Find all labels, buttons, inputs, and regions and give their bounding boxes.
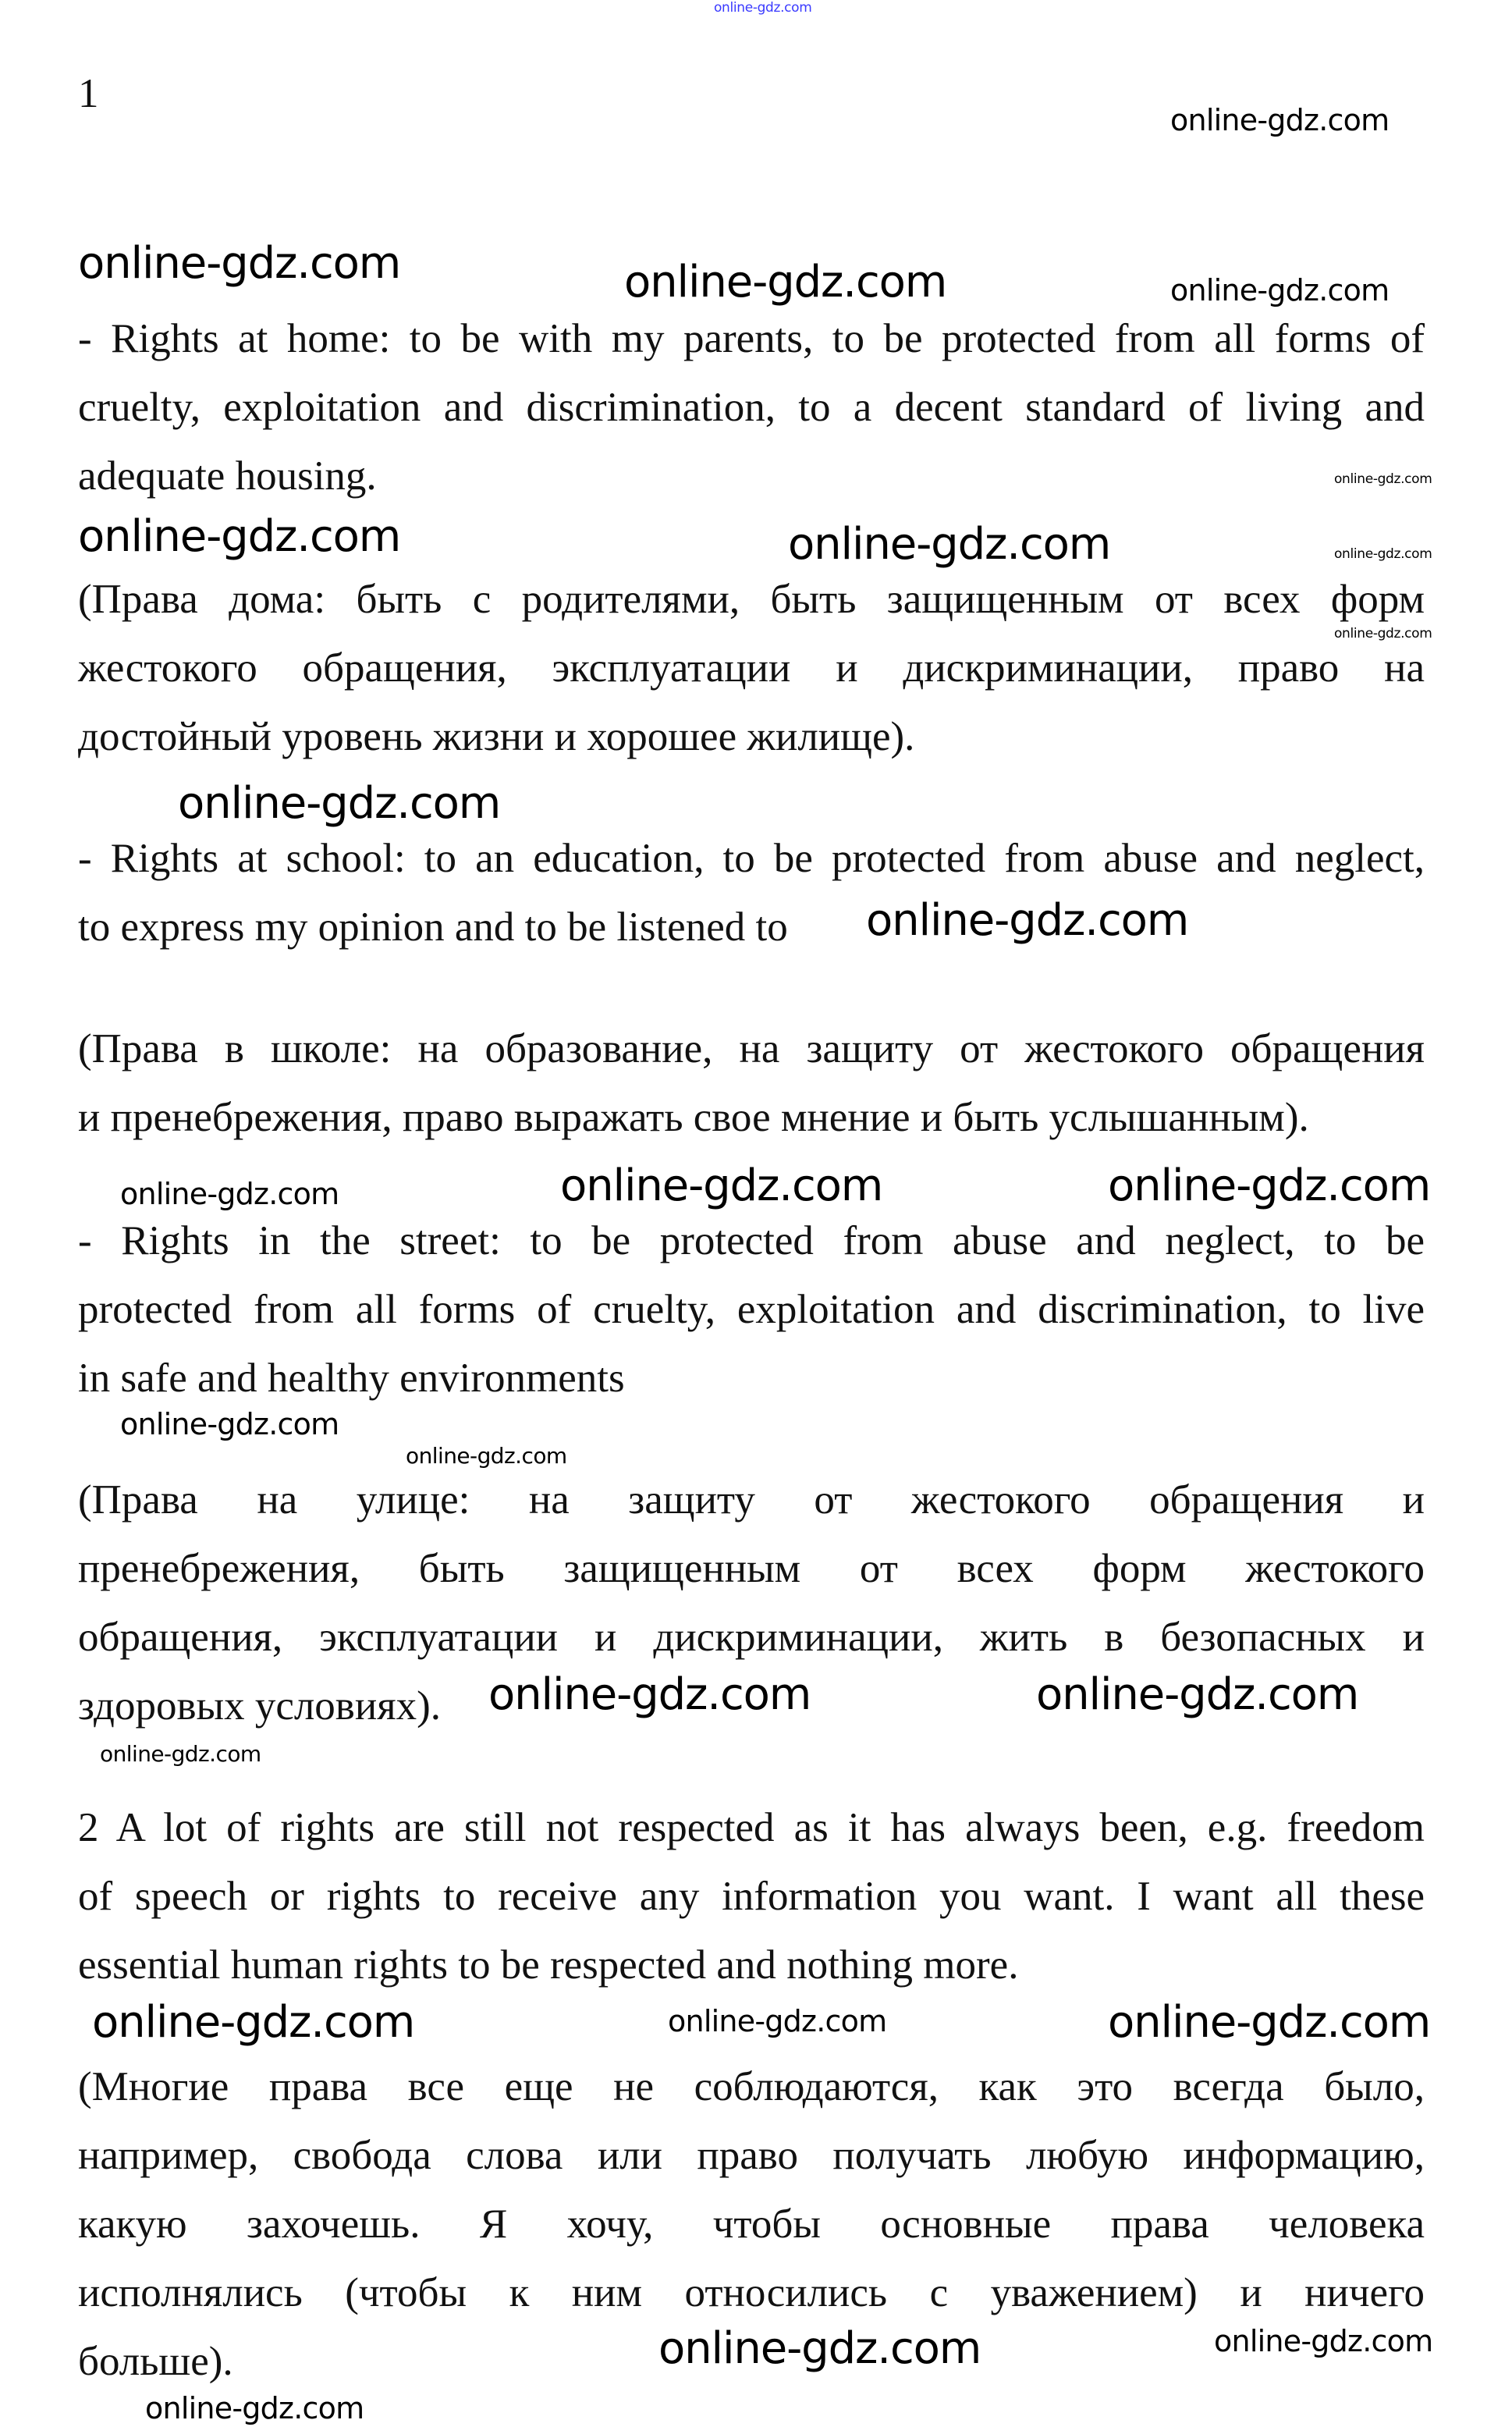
text-line: больше). [78,2339,233,2384]
watermark: online-gdz.com [1214,2324,1433,2358]
watermark: online-gdz.com [488,1669,811,1720]
watermark: online-gdz.com [668,2004,887,2038]
text-line: (Права на улице: на защиту от жестокого обращения и [78,1477,1425,1523]
watermark: online-gdz.com [1170,273,1390,307]
text-line: - Rights in the street: to be protected from abuse and neglect, to be [78,1218,1425,1263]
watermark: online-gdz.com [145,2391,364,2425]
text-line: какую захочешь. Я хочу, чтобы основные права человека [78,2201,1425,2247]
text-line: например, свобода слова или право получать любую информацию, [78,2133,1425,2178]
watermark: online-gdz.com [78,238,401,289]
text-line: protected from all forms of cruelty, exploitation and discrimination, to live [78,1287,1425,1332]
text-line: пренебрежения, быть защищенным от всех форм жестокого [78,1546,1425,1591]
text-line: - Rights at school: to an education, to be protected from abuse and neglect, [78,836,1425,881]
watermark: online-gdz.com [120,1407,339,1441]
watermark: online-gdz.com [1036,1669,1359,1720]
watermark: online-gdz.com [658,2323,981,2374]
watermark: online-gdz.com [624,257,947,307]
watermark: online-gdz.com [714,0,812,16]
text-line: 2 A lot of rights are still not respected as it has always been, e.g. freedom [78,1805,1425,1850]
text-line: to express my opinion and to be listened to [78,904,788,950]
text-line: essential human rights to be respected and nothing more. [78,1942,1019,1988]
watermark: online-gdz.com [866,895,1189,946]
watermark: online-gdz.com [406,1443,567,1469]
text-line: достойный уровень жизни и хорошее жилище). [78,714,915,759]
watermark: online-gdz.com [178,778,501,829]
watermark: online-gdz.com [100,1741,261,1767]
text-line: in safe and healthy environments [78,1356,625,1401]
task-number: 1 [78,71,99,116]
watermark: online-gdz.com [92,1997,415,2048]
text-line: (Многие права все еще не соблюдаются, как это всегда было, [78,2064,1425,2109]
watermark: online-gdz.com [1108,1997,1431,2048]
text-line: обращения, эксплуатации и дискриминации, жить в безопасных и [78,1615,1425,1660]
watermark: online-gdz.com [1334,471,1432,487]
watermark: online-gdz.com [788,519,1111,570]
watermark: online-gdz.com [1108,1160,1431,1211]
watermark: online-gdz.com [1334,546,1432,562]
watermark: online-gdz.com [560,1160,883,1211]
text-line: adequate housing. [78,453,377,499]
text-line: - Rights at home: to be with my parents, to be protected from all forms of [78,316,1425,361]
watermark: online-gdz.com [1334,626,1432,641]
text-line: of speech or rights to receive any information you want. I want all these [78,1874,1425,1919]
text-line: и пренебрежения, право выражать свое мнение и быть услышанным). [78,1095,1309,1140]
watermark: online-gdz.com [78,511,401,562]
watermark: online-gdz.com [120,1177,339,1211]
text-line: (Права дома: быть с родителями, быть защищенным от всех форм [78,577,1425,622]
text-line: здоровых условиях). [78,1683,441,1729]
text-line: исполнялись (чтобы к ним относились с уважением) и ничего [78,2270,1425,2315]
text-line: жестокого обращения, эксплуатации и дискриминации, право на [78,645,1425,691]
text-line: (Права в школе: на образование, на защиту от жестокого обращения [78,1026,1425,1071]
text-line: cruelty, exploitation and discrimination, to a decent standard of living and [78,385,1425,430]
watermark: online-gdz.com [1170,103,1390,137]
